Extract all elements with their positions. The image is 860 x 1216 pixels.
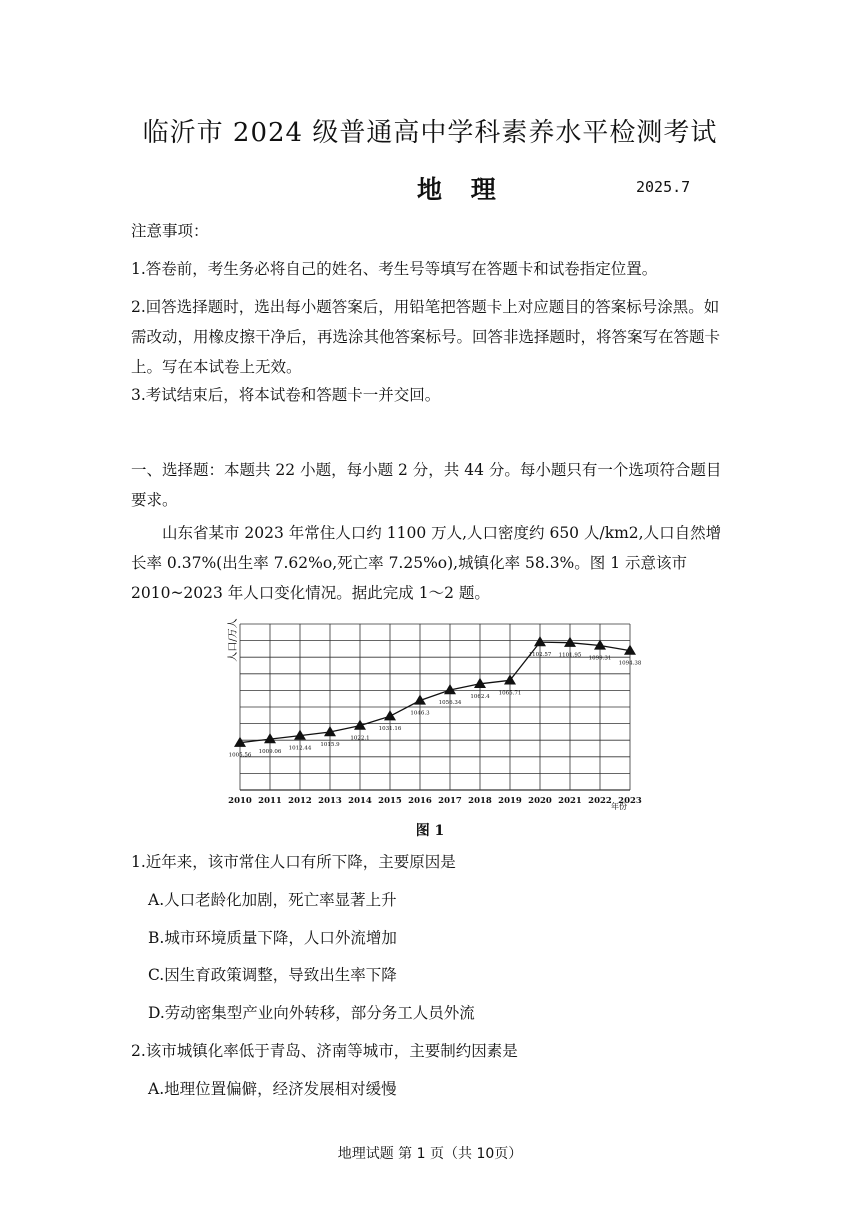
page-footer: 地理试题 第 1 页（共 10页） [337,1146,523,1162]
question-1-option-d: D.劳动密集型产业向外转移，部分务工人员外流 [148,1004,475,1022]
x-tick-label: 2012 [288,796,312,806]
data-label: 1015.9 [320,742,340,749]
chart-grid [240,624,630,790]
population-line-chart [222,610,642,815]
material-text: 山东省某市 2023 年常住人口约 1100 万人,人口密度约 650 人/km2,人口自然增长率 0.37%(出生率 7.62%o,死亡率 7.25%o),城镇化率 58.3%。图 1 示意该市 2010~2023 年人口变化情况。据此完成 1～2 题。 [131,524,722,602]
subject-title: 地 理 [417,175,506,204]
data-label: 1046.3 [410,710,430,717]
chart-data-labels [229,652,642,759]
question-2-stem: 2.该市城镇化率低于青岛、济南等城市，主要制约因素是 [131,1042,518,1060]
x-tick-label: 2021 [558,796,582,806]
data-label: 1062.4 [470,693,490,700]
notice-item-1: 1.答卷前，考生务必将自己的姓名、考生号等填写在答题卡和试卷指定位置。 [131,260,658,278]
question-1-stem: 1.近年来，该市常住人口有所下降，主要原因是 [131,853,456,871]
figure-caption: 图 1 [415,823,445,839]
question-1-option-b: B.城市环境质量下降，人口外流增加 [148,929,397,947]
x-tick-label: 2010 [228,796,252,806]
data-point-marker [534,636,546,646]
x-axis-label: 年份 [611,802,627,811]
y-axis-label: 人口/万人 [228,618,239,662]
x-tick-label: 2015 [378,796,402,806]
data-label: 1009.06 [258,749,282,756]
x-tick-label: 2020 [528,796,552,806]
data-label: 1101.95 [558,652,582,659]
x-tick-label: 2017 [438,796,462,806]
question-1-option-c: C.因生育政策调整，导致出生率下降 [148,966,397,984]
x-tick-label: 2014 [348,796,372,806]
notice-item-2: 2.回答选择题时，选出每小题答案后，用铅笔把答题卡上对应题目的答案标号涂黑。如需改动，用橡皮擦干净后，再选涂其他答案标号。回答非选择题时，将答案写在答题卡上。写在本试卷上无效。 [131,298,721,376]
data-label: 1094.38 [618,660,642,667]
data-label: 1012.44 [288,745,312,752]
x-tick-label: 2013 [318,796,342,806]
question-1-option-a: A.人口老龄化加剧，死亡率显著上升 [148,891,397,909]
data-label: 1099.31 [588,655,612,662]
x-tick-label: 2016 [408,796,432,806]
x-tick-label: 2011 [258,796,282,806]
data-label: 1031.16 [378,726,402,733]
x-tick-label: 2022 [588,796,612,806]
section-heading: 一、选择题：本题共 22 小题，每小题 2 分，共 44 分。每小题只有一个选项符合题目要求。 [131,461,722,509]
data-point-marker [384,710,396,720]
chart-x-ticks [228,796,642,806]
data-point-marker [564,637,576,647]
data-label: 1102.57 [528,652,552,659]
notice-item-3: 3.考试结束后，将本试卷和答题卡一并交回。 [131,386,441,404]
data-label: 1005.56 [228,752,252,759]
data-label: 1056.34 [438,700,462,707]
x-tick-label: 2018 [468,796,492,806]
notice-heading: 注意事项： [131,222,209,240]
x-tick-label: 2019 [498,796,522,806]
exam-date: 2025.7 [636,178,691,196]
data-label: 1065.71 [498,690,522,697]
data-label: 1022.1 [350,735,370,742]
exam-title: 临沂市 2024 级普通高中学科素养水平检测考试 [142,118,718,148]
x-tick-label: 2023 [618,796,642,806]
question-2-option-a: A.地理位置偏僻，经济发展相对缓慢 [148,1080,397,1098]
